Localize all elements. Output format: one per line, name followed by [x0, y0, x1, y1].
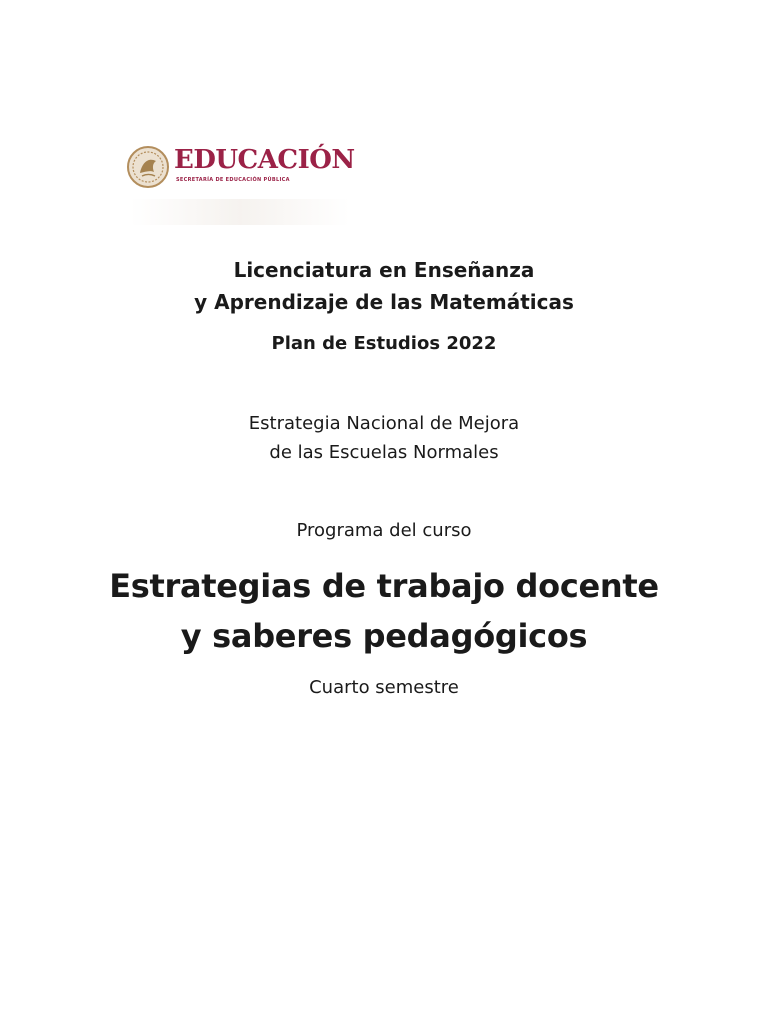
program-title-line-2: y Aprendizaje de las Matemáticas [194, 290, 574, 314]
national-strategy [0, 409, 768, 467]
logo-wordmark: EDUCACIÓN [174, 145, 355, 175]
course-title [0, 561, 768, 661]
course-title-line-1: Estrategias de trabajo docente [109, 567, 659, 605]
education-logo [126, 141, 356, 231]
study-plan: Plan de Estudios 2022 [271, 333, 497, 354]
strategy-line-2: de las Escuelas Normales [269, 442, 499, 463]
program-title [0, 254, 768, 318]
program-title-line-1: Licenciatura en Enseñanza [233, 258, 535, 282]
logo-reflection [130, 199, 350, 225]
logo-subtitle: SECRETARÍA DE EDUCACIÓN PÚBLICA [176, 177, 290, 183]
semester-label: Cuarto semestre [309, 677, 459, 698]
course-program-label: Programa del curso [296, 520, 472, 541]
course-title-line-2: y saberes pedagógicos [180, 617, 588, 655]
coat-of-arms-seal-icon [126, 145, 170, 189]
strategy-line-1: Estrategia Nacional de Mejora [248, 413, 520, 434]
